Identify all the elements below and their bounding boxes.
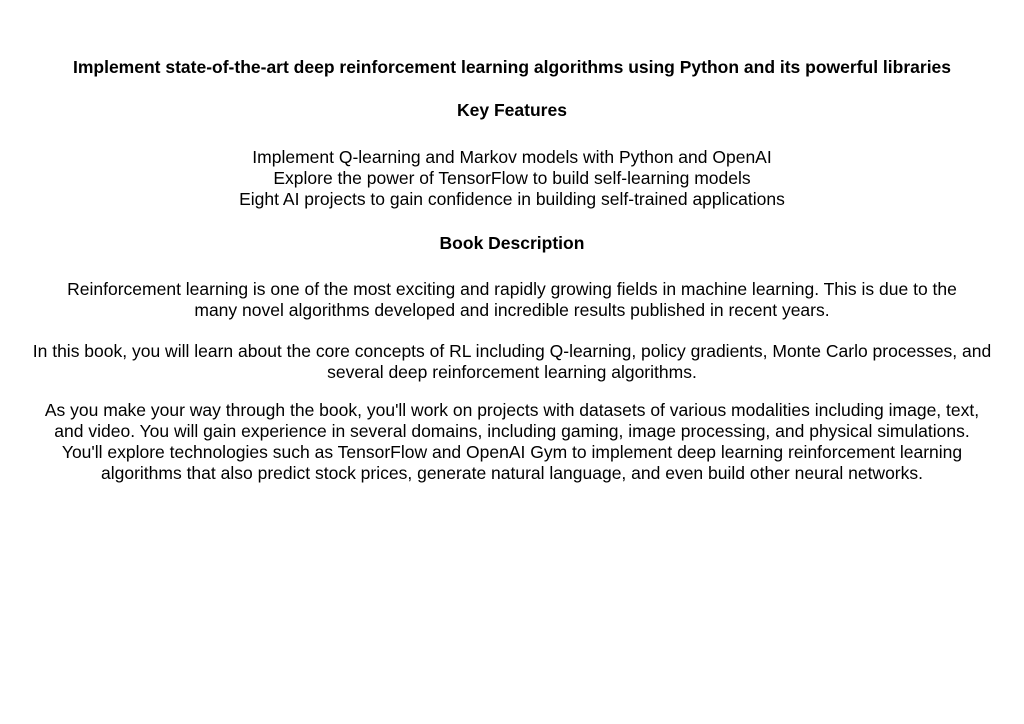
book-description-heading: Book Description <box>439 233 585 253</box>
feature-item: Eight AI projects to gain confidence in building self-trained applications <box>239 189 785 209</box>
description-paragraph: Reinforcement learning is one of the most exciting and rapidly growing fields in machine learning. This is due to the many novel algorithms developed and incredible results published in recent years. <box>67 279 957 320</box>
page-headline: Implement state-of-the-art deep reinforcement learning algorithms using Python and its powerful libraries <box>72 57 952 77</box>
key-features-heading: Key Features <box>457 100 567 120</box>
feature-item: Implement Q-learning and Markov models with Python and OpenAI <box>252 147 772 167</box>
description-paragraph: In this book, you will learn about the core concepts of RL including Q-learning, policy gradients, Monte Carlo processes, and several deep reinforcement learning algorithms. <box>32 341 992 382</box>
description-paragraph: As you make your way through the book, you'll work on projects with datasets of various modalities including image, text, and video. You will gain experience in several domains, including gaming, image processing, and physical simulations. You'll explore technologies such as TensorFlow and OpenAI Gym to implement deep learning reinforcement learning algorithms that also predict stock prices, generate natural language, and even build other neural networks. <box>44 400 980 483</box>
feature-item: Explore the power of TensorFlow to build self-learning models <box>273 168 751 188</box>
key-features-list <box>0 147 1024 210</box>
